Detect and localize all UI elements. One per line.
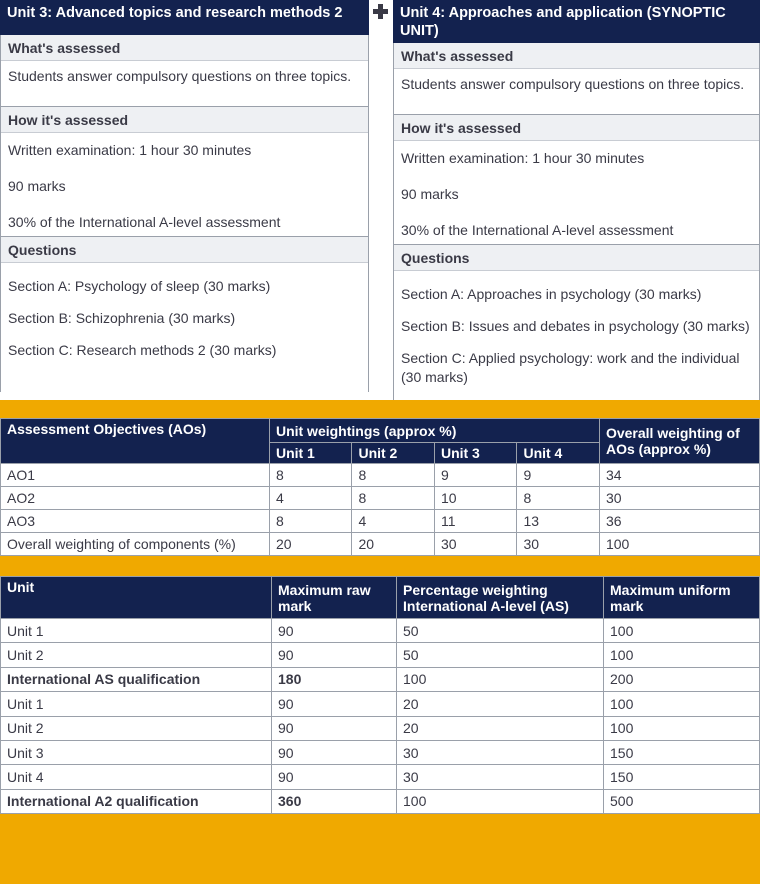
table-cell: 11 [434, 510, 517, 533]
table-row [1, 765, 760, 789]
unit4-title: Unit 4: Approaches and application (SYNOPTIC UNIT) [393, 0, 760, 43]
unit-col-header: Unit 4 [517, 443, 600, 464]
unit-col-header: Unit 2 [352, 443, 435, 464]
table-cell: 150 [604, 765, 760, 789]
table-header: Maximum uniform mark [604, 577, 760, 619]
table-cell: AO3 [1, 510, 270, 533]
question-item: Section A: Approaches in psychology (30 marks) [401, 286, 702, 302]
table-cell: 90 [272, 692, 397, 716]
unit4-body [393, 43, 760, 400]
unit3-title: Unit 3: Advanced topics and research methods 2 [0, 0, 369, 35]
unit3-questions [1, 237, 368, 360]
table-cell: 360 [272, 789, 397, 813]
table-cell: 4 [352, 510, 435, 533]
table-cell: 90 [272, 643, 397, 667]
table-cell: 4 [269, 487, 352, 510]
table-cell: 50 [397, 643, 604, 667]
section-text: 90 marks [401, 186, 459, 202]
table-cell: 20 [397, 692, 604, 716]
table-cell: 20 [397, 716, 604, 740]
table-cell: 8 [269, 510, 352, 533]
table-row [1, 533, 760, 556]
table-cell: 10 [434, 487, 517, 510]
table-row [1, 619, 760, 643]
table-cell: 50 [397, 619, 604, 643]
table-cell: Unit 3 [1, 740, 272, 764]
table-cell: 180 [272, 667, 397, 691]
plus-icon [371, 2, 391, 22]
table-cell: 30 [599, 487, 759, 510]
table-cell: 30 [397, 740, 604, 764]
table-row [1, 643, 760, 667]
question-item: Section C: Applied psychology: work and the individual (30 marks) [401, 350, 740, 385]
table-cell: 150 [604, 740, 760, 764]
table-row [1, 464, 760, 487]
table-header: Unit [1, 577, 272, 619]
table-cell: 30 [434, 533, 517, 556]
table-row [1, 510, 760, 533]
table-cell: 100 [604, 716, 760, 740]
table-cell: 100 [604, 619, 760, 643]
table-cell: 20 [269, 533, 352, 556]
table-cell: 90 [272, 740, 397, 764]
unit-col-header: Unit 3 [434, 443, 517, 464]
unit3-card [0, 0, 369, 400]
table-cell: 20 [352, 533, 435, 556]
table-cell: 9 [434, 464, 517, 487]
section-text: 30% of the International A-level assessment [401, 222, 674, 238]
table-cell: Unit 2 [1, 716, 272, 740]
section-text: 90 marks [8, 178, 66, 194]
unit3-whats-assessed [1, 35, 368, 107]
unit4-card [393, 0, 760, 400]
table-cell: 34 [599, 464, 759, 487]
ao-header: Assessment Objectives (AOs) [1, 419, 270, 464]
section-text: 30% of the International A-level assessment [8, 214, 281, 230]
table-cell: 500 [604, 789, 760, 813]
unit3-how-assessed [1, 107, 368, 237]
unit3-body [0, 35, 369, 392]
table-cell: 90 [272, 619, 397, 643]
table-cell: 30 [397, 765, 604, 789]
table-cell: 8 [269, 464, 352, 487]
table-cell: 100 [604, 692, 760, 716]
table-cell: International AS qualification [1, 667, 272, 691]
section-label: How it's assessed [394, 115, 759, 141]
table-cell: 8 [352, 464, 435, 487]
table-cell: Overall weighting of components (%) [1, 533, 270, 556]
table-cell: 9 [517, 464, 600, 487]
overall-ao-header: Overall weighting of AOs (approx %) [599, 419, 759, 464]
table-cell: 200 [604, 667, 760, 691]
table-cell: 8 [517, 487, 600, 510]
table-cell: 100 [397, 789, 604, 813]
table-header: Maximum raw mark [272, 577, 397, 619]
question-item: Section A: Psychology of sleep (30 marks) [8, 278, 271, 294]
section-text: Written examination: 1 hour 30 minutes [8, 142, 252, 158]
table-cell: 8 [352, 487, 435, 510]
section-text: Written examination: 1 hour 30 minutes [401, 150, 645, 166]
table-row [1, 740, 760, 764]
units-panel [0, 0, 760, 400]
table-cell: 100 [599, 533, 759, 556]
table-cell: Unit 1 [1, 619, 272, 643]
section-label: What's assessed [1, 35, 368, 61]
table-cell: 13 [517, 510, 600, 533]
table-cell: Unit 4 [1, 765, 272, 789]
table-header: Percentage weighting International A-level (AS) [397, 577, 604, 619]
table-cell: Unit 1 [1, 692, 272, 716]
table-cell: Unit 2 [1, 643, 272, 667]
unit4-whats-assessed [394, 43, 759, 115]
section-text: Students answer compulsory questions on three topics. [8, 68, 352, 84]
unit4-questions [394, 245, 759, 387]
table-row [1, 487, 760, 510]
unit-col-header: Unit 1 [269, 443, 352, 464]
unit-weightings-header: Unit weightings (approx %) [269, 419, 599, 443]
table-cell: 36 [599, 510, 759, 533]
section-text: Students answer compulsory questions on three topics. [401, 76, 745, 92]
table-cell: 30 [517, 533, 600, 556]
table-cell: 90 [272, 765, 397, 789]
section-label: Questions [394, 245, 759, 271]
table-row [1, 789, 760, 813]
table-cell: 100 [604, 643, 760, 667]
section-label: How it's assessed [1, 107, 368, 133]
table-cell: International A2 qualification [1, 789, 272, 813]
table-cell: AO1 [1, 464, 270, 487]
table-row [1, 692, 760, 716]
question-item: Section B: Schizophrenia (30 marks) [8, 310, 236, 326]
ao-weighting-table [0, 418, 760, 556]
marks-table [0, 576, 760, 814]
section-label: What's assessed [394, 43, 759, 69]
question-item: Section B: Issues and debates in psychology (30 marks) [401, 318, 750, 334]
table-row [1, 716, 760, 740]
section-label: Questions [1, 237, 368, 263]
table-row [1, 667, 760, 691]
unit4-how-assessed [394, 115, 759, 245]
question-item: Section C: Research methods 2 (30 marks) [8, 342, 277, 358]
table-cell: 90 [272, 716, 397, 740]
table-cell: 100 [397, 667, 604, 691]
table-cell: AO2 [1, 487, 270, 510]
